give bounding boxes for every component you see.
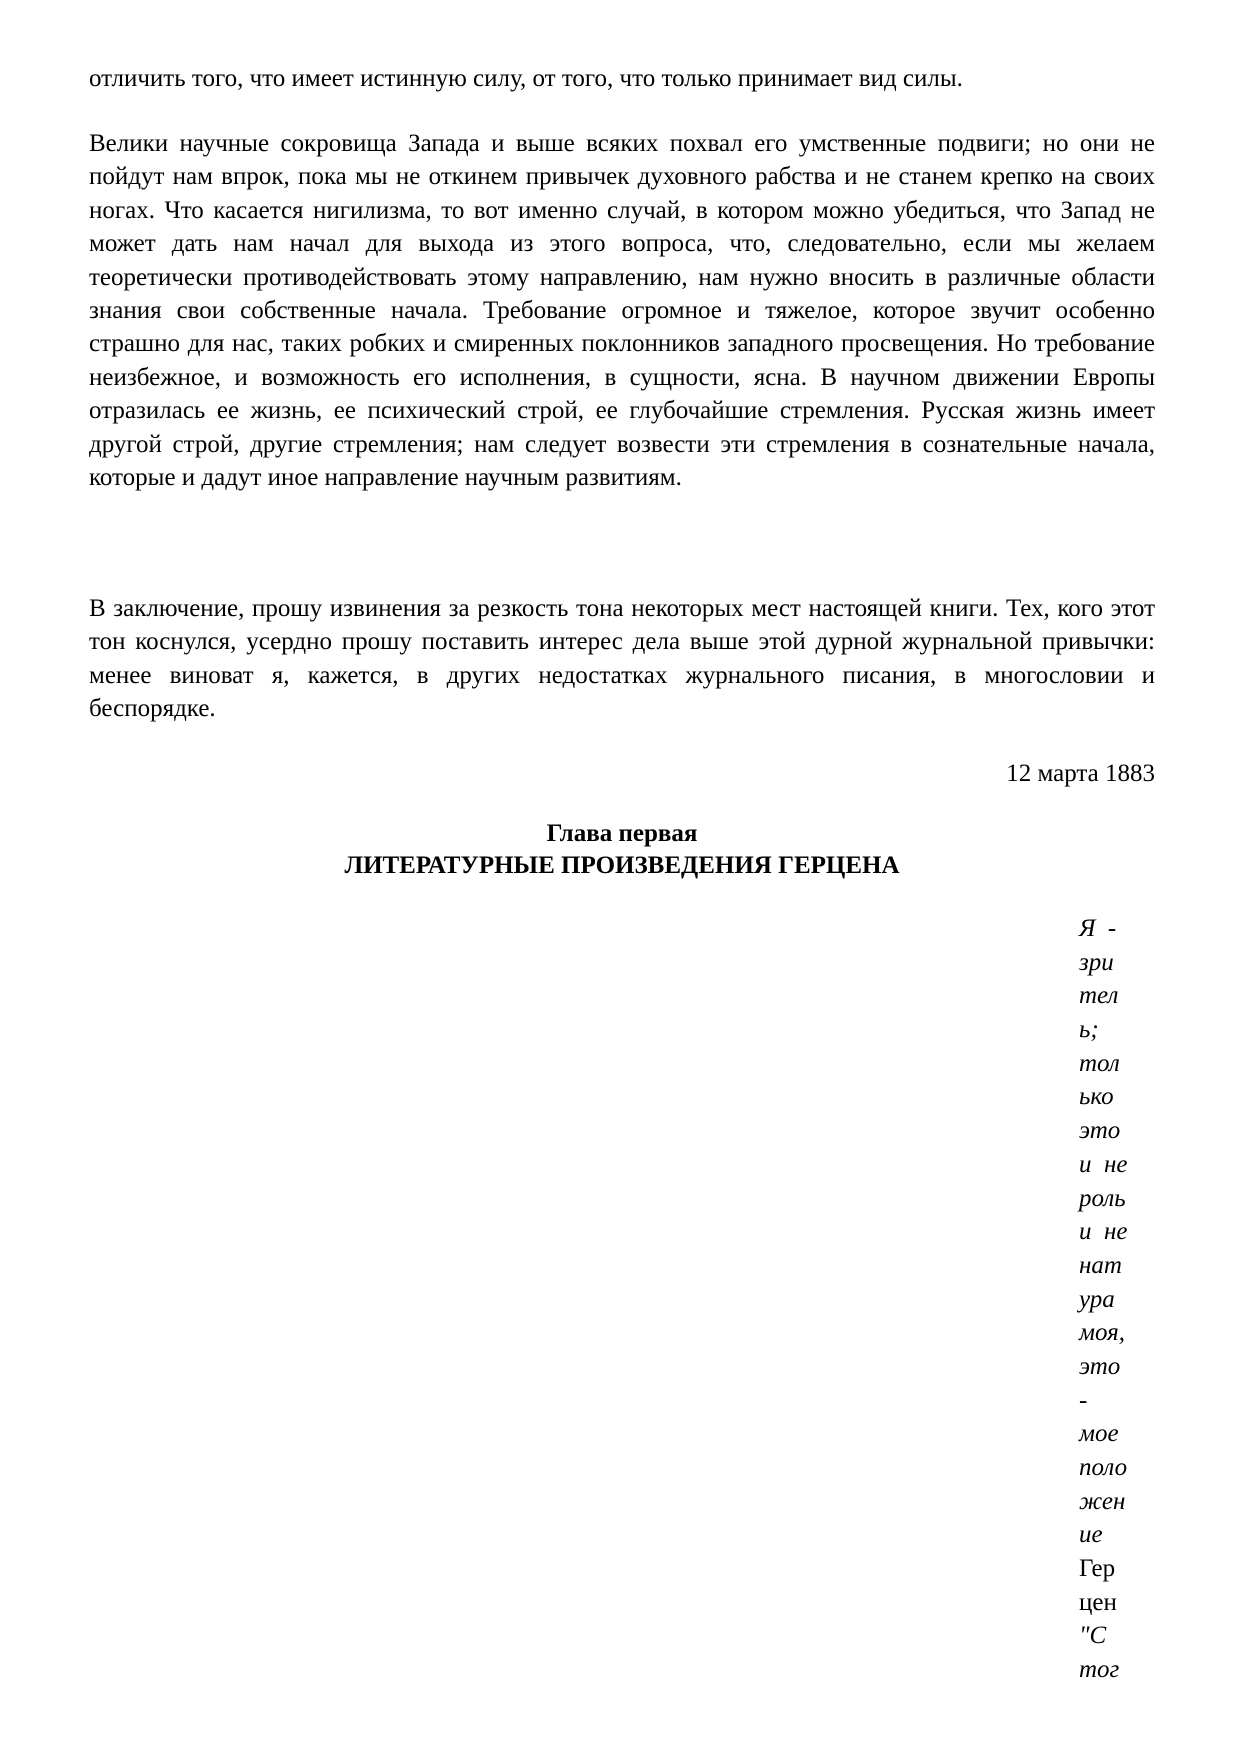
paragraph-2: Велики научные сокровища Запада и выше всяких похвал его умственные подвиги; но они не пойдут нам впрок, пока мы не откинем привычек духовного рабства и не станем крепко на своих ногах. Что касается нигилизма, то вот именно случай, в котором можно убедиться, что Запад не может дать нам начал для выхода из этого вопроса, что, следовательно, если мы желаем теоретически противодействовать этому направлению, нам нужно вносить в различные области знания свои собственные начала. Требование огромное и тяжелое, которое звучит особенно страшно для нас, таких робких и смиренных поклонников западного просвещения. Но требование неизбежное, и возможность его исполнения, в сущности, ясна. В научном движении Европы отразилась ее жизнь, ее психический строй, ее глубочайшие стремления. Русская жизнь имеет другой строй, другие стремления; нам следует возвести эти стремления в сознательные начала, которые и дадут иное направление научным развитиям.: [89, 130, 1155, 492]
epigraph-column: [1079, 912, 1141, 1687]
paragraph-3: В заключение, прошу извинения за резкость тона некоторых мест настоящей книги. Тех, кого этот тон коснулся, усердно прошу поставить интерес дела выше этой дурной журнальной привычки: менее виноват я, кажется, в других недостатках журнального писания, в многословии и беспорядке.: [89, 595, 1155, 723]
date-line: 12 марта 1883: [1006, 760, 1155, 787]
epigraph-line: тел: [1079, 982, 1119, 1010]
epigraph-line: моя,: [1079, 1319, 1125, 1347]
epigraph-line: тол: [1079, 1049, 1120, 1077]
epigraph-line: -: [1079, 1386, 1088, 1414]
epigraph-line: это: [1079, 1117, 1121, 1145]
epigraph-line: это: [1079, 1352, 1121, 1380]
paragraph-1: отличить того, что имеет истинную силу, от того, что только принимает вид силы.: [89, 65, 963, 92]
epigraph-line: роль: [1079, 1184, 1126, 1212]
epigraph-line: ько: [1079, 1083, 1114, 1111]
epigraph-line: "С: [1079, 1622, 1107, 1650]
chapter-title: ЛИТЕРАТУРНЫЕ ПРОИЗВЕДЕНИЯ ГЕРЦЕНА: [344, 852, 900, 879]
epigraph-line: ие: [1079, 1521, 1103, 1549]
epigraph-line: ь;: [1079, 1016, 1099, 1044]
epigraph-line: тог: [1079, 1656, 1120, 1684]
epigraph-line: Гер: [1079, 1555, 1116, 1583]
chapter-number: Глава первая: [546, 820, 698, 847]
chapter-heading: [89, 818, 1155, 882]
epigraph-line: жен: [1079, 1487, 1126, 1515]
epigraph-line: нат: [1079, 1251, 1122, 1279]
epigraph-line: цен: [1079, 1588, 1117, 1616]
epigraph-line: поло: [1079, 1454, 1128, 1481]
epigraph-line: Я -: [1079, 915, 1117, 942]
epigraph-line: ура: [1079, 1285, 1115, 1313]
epigraph-line: и не: [1079, 1150, 1128, 1178]
epigraph-line: зри: [1079, 948, 1114, 976]
epigraph-line: мое: [1079, 1420, 1119, 1448]
epigraph-line: и не: [1079, 1218, 1128, 1246]
